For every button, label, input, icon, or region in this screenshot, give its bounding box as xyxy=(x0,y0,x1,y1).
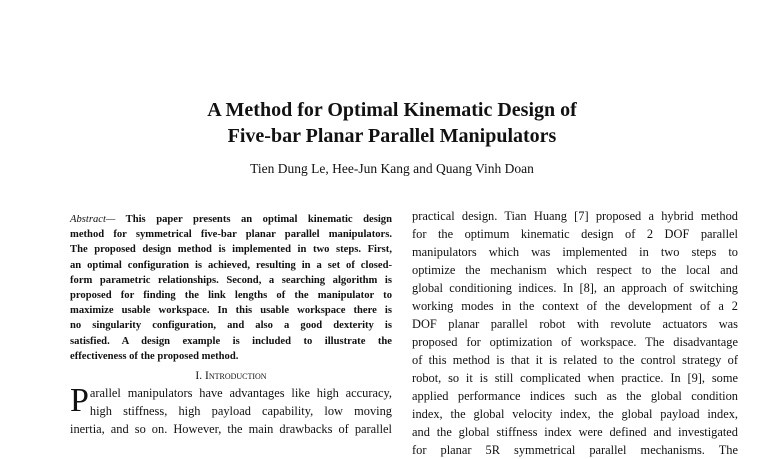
paper-title xyxy=(0,97,784,149)
body-line: for planar 5R symmetrical parallel mechanisms. The xyxy=(412,443,738,457)
title-line: A Method for Optimal Kinematic Design of xyxy=(207,99,577,121)
abstract xyxy=(70,212,392,364)
introduction-body xyxy=(70,384,392,438)
body-line: for the optimum kinematic design of 2 DOF parallel xyxy=(412,227,738,241)
body-line: arallel manipulators have advantages like high accuracy, xyxy=(89,386,392,400)
body-line: practical design. Tian Huang [7] proposed a hybrid method xyxy=(412,209,738,223)
body-line: index, the global velocity index, the global payload index, xyxy=(412,407,738,421)
abstract-line: method for symmetrical five-bar planar parallel manipulators. xyxy=(70,229,392,241)
section-number: I. xyxy=(195,370,203,382)
abstract-text: This paper presents an optimal kinematic design xyxy=(125,214,392,225)
body-line: inertia, and so on. However, the main drawbacks of parallel xyxy=(70,422,392,436)
body-line: manipulators which was implemented in two steps to xyxy=(412,245,738,259)
abstract-line xyxy=(70,212,392,227)
body-line: of this method is that it is related to the control strategy of xyxy=(412,353,738,367)
body-line: robot, so it is still complicated when practice. In [9], some xyxy=(412,371,738,385)
body-line: high stiffness, high payload capability, low moving xyxy=(89,404,392,418)
body-line: global conditioning indices. In [8], an approach of switching xyxy=(412,281,738,295)
abstract-line: form parametric relationships. Second, a searching algorithm is xyxy=(70,274,392,286)
section-heading xyxy=(70,369,392,383)
body-line: working modes in the context of the development of a 2 xyxy=(412,299,738,313)
abstract-label: Abstract— xyxy=(70,214,116,225)
title-line: Five-bar Planar Parallel Manipulators xyxy=(227,125,557,147)
body-line: and the global stiffness index were defined and investigated xyxy=(412,425,738,439)
abstract-line: satisfied. A design example is included to illustrate the xyxy=(70,335,392,347)
right-column xyxy=(412,207,738,459)
body-line: DOF planar parallel robot with revolute actuators was xyxy=(412,317,738,331)
body-line: proposed for optimization of workspace. The disadvantage xyxy=(412,335,738,349)
abstract-line: proposed for finding the link lengths of the manipulator to xyxy=(70,290,392,302)
abstract-line: no singularity configuration, and also a good dexterity is xyxy=(70,320,392,332)
abstract-line: maximize usable workspace. In this usable workspace there is xyxy=(70,305,392,317)
body-line: optimize the mechanism which respect to the local and xyxy=(412,263,738,277)
abstract-line: an optimal configuration is achieved, resulting in a set of closed- xyxy=(70,259,392,271)
author-list: Tien Dung Le, Hee-Jun Kang and Quang Vinh Doan xyxy=(250,161,534,176)
drop-cap: P xyxy=(70,382,89,419)
section-title: Introduction xyxy=(204,370,267,382)
body-line: applied performance indices such as the global condition xyxy=(412,389,738,403)
abstract-line: The proposed design method is implemented in two steps. First, xyxy=(70,244,392,256)
abstract-line: effectiveness of the proposed method. xyxy=(70,350,239,362)
